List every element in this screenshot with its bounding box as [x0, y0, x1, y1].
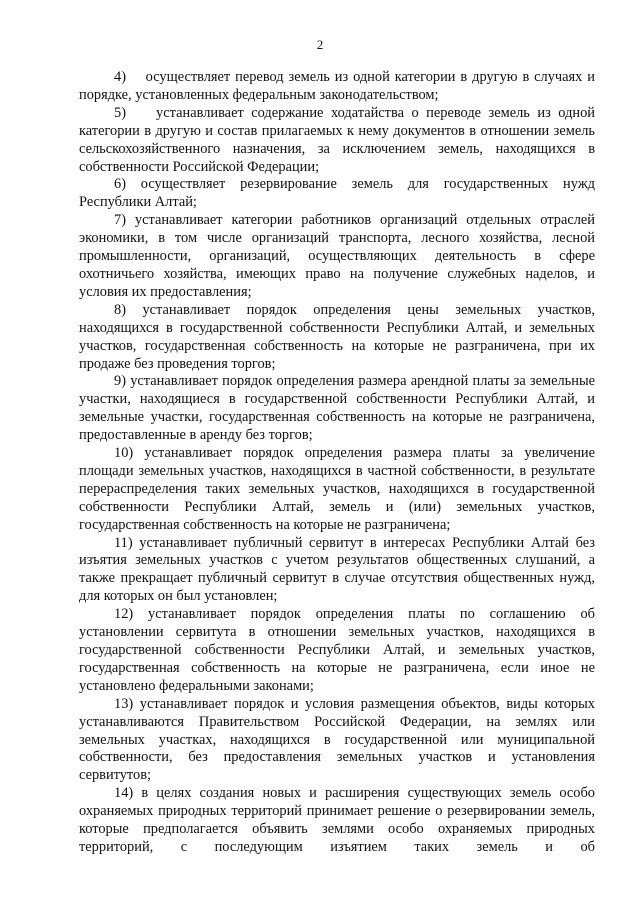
paragraph-item-11: 11) устанавливает публичный сервитут в интересах Республики Алтай без изъятия земельных участков с учетом результатов общественных слушаний, а также прекращает публичный сервитут в случае отсутствия общественных нужд, для которых он был установлен; [79, 534, 595, 605]
paragraph-item-14: 14) в целях создания новых и расширения существующих земель особо охраняемых природных территорий принимает решение о резервировании земель, которые предполагается объявить землями особо охраняемых природных территорий, с последующим изъятием таких земель и об [79, 785, 595, 855]
paragraph-item-6: 6) осуществляет резервирование земель для государственных нужд Республики Алтай; [79, 176, 595, 211]
paragraph-item-10: 10) устанавливает порядок определения размера платы за увеличение площади земельных участков, находящихся в частной собственности, в результате перераспределения таких земельных участков, находящихся в государственной собственности Республики Алтай, земель и (или) земельных участков, государственная собственность на которые не разграничена; [79, 445, 595, 533]
document-body [79, 69, 595, 857]
paragraph-item-8: 8) устанавливает порядок определения цены земельных участков, находящихся в государственной собственности Республики Алтай, и земельных участков, государственная собственность на которые не разграничена, при их продаже без проведения торгов; [79, 301, 595, 372]
paragraph-item-5: 5) устанавливает содержание ходатайства о переводе земель из одной категории в другую и состав прилагаемых к нему документов в отношении земель сельскохозяйственного назначения, за исключением земель, находящихся в собственности Российской Федерации; [79, 104, 595, 175]
paragraph-item-7: 7) устанавливает категории работников организаций отдельных отраслей экономики, в том числе организаций транспорта, лесного хозяйства, лесной промышленности, организаций, осуществляющих деятельность в сфере охотничьего хозяйства, имеющих право на получение служебных наделов, и условия их предоставления; [79, 212, 595, 300]
paragraph-item-4: 4) осуществляет перевод земель из одной категории в другую в случаях и порядке, установленных федеральным законодательством; [79, 69, 595, 103]
page-number: 2 [316, 37, 324, 52]
paragraph-item-9: 9) устанавливает порядок определения размера арендной платы за земельные участки, находящиеся в государственной собственности Республики Алтай, и земельные участки, государственная собственность на которые не разграничена, предоставленные в аренду без торгов; [79, 373, 595, 444]
paragraph-item-12: 12) устанавливает порядок определения платы по соглашению об установлении сервитута в отношении земельных участков, находящихся в государственной собственности Республики Алтай, и земельных участков, государственная собственность на которые не разграничена, если иное не установлено федеральными законами; [79, 606, 595, 694]
paragraph-item-13: 13) устанавливает порядок и условия размещения объектов, виды которых устанавливаются Правительством Российской Федерации, на землях или земельных участках, находящихся в государственной или муниципальной собственности, без предоставления земельных участков и установления сервитутов; [79, 695, 595, 784]
